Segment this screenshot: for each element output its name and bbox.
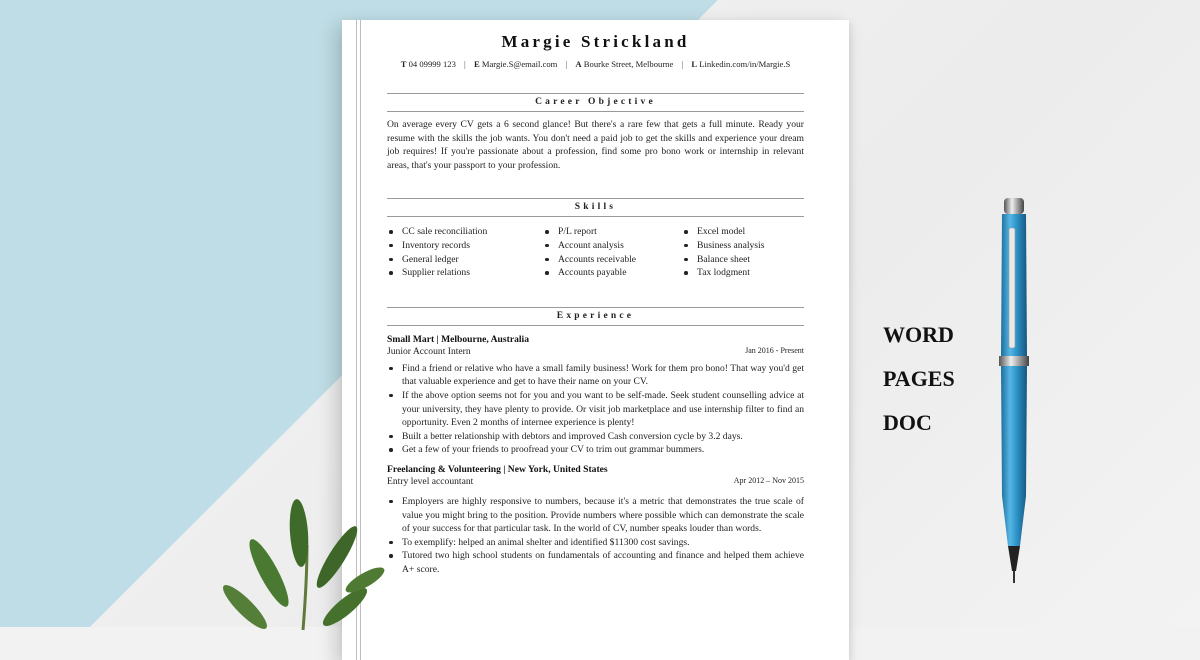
contact-email: Margie.S@email.com [481, 59, 558, 69]
section-title-objective: Career Objective [387, 93, 804, 112]
contact-line [387, 59, 804, 69]
skills-grid [387, 225, 787, 279]
contact-separator: | [681, 59, 684, 69]
skill-item: Business analysis [682, 239, 787, 253]
job-dates: Apr 2012 – Nov 2015 [733, 475, 804, 485]
job-subline [387, 346, 804, 357]
job-bullets [387, 362, 804, 457]
resume-name: Margie Strickland [501, 32, 690, 51]
section-title-experience: Experience [387, 307, 804, 326]
skill-item: Account analysis [543, 239, 676, 253]
skill-item: Accounts payable [543, 266, 676, 280]
contact-key-phone: T [400, 59, 407, 69]
job-dates: Jan 2016 - Present [745, 345, 804, 355]
skill-item: General ledger [387, 253, 537, 267]
job-bullet: Employers are highly responsive to numbers, because it's a metric that demonstrates the true scale of value you might bring to the position. Provide numbers where possible which can demonstrate the scale of your success for that particular task. In the world of CV, number speaks louder than words. [387, 495, 804, 536]
skill-item: Inventory records [387, 239, 537, 253]
contact-phone: 04 09999 123 [408, 59, 456, 69]
job-role: Entry level accountant [387, 475, 474, 487]
contact-linkedin: Linkedin.com/in/Margie.S [699, 59, 791, 69]
skill-item: Balance sheet [682, 253, 787, 267]
contact-address: Bourke Street, Melbourne [583, 59, 674, 69]
job-entry [387, 464, 804, 577]
skill-item: Tax lodgment [682, 266, 787, 280]
skill-item: Excel model [682, 225, 787, 239]
plant-leaves-image [215, 495, 395, 630]
job-bullet: Get a few of your friends to proofread your CV to trim out grammar bummers. [387, 443, 804, 457]
section-title-skills: Skills [387, 198, 804, 217]
contact-separator: | [464, 59, 466, 69]
job-heading: Freelancing & Volunteering | New York, United States [387, 463, 608, 475]
resume-paper [342, 20, 849, 660]
file-formats-list [883, 322, 955, 454]
job-bullet: Tutored two high school students on fundamentals of accounting and finance and helped them achieve A+ score. [387, 549, 804, 576]
resume-content [387, 20, 804, 576]
contact-key-linkedin: L [691, 59, 698, 69]
skills-column [543, 225, 676, 279]
skills-column [682, 225, 787, 279]
job-subline [387, 476, 804, 487]
job-role: Junior Account Intern [387, 345, 471, 357]
contact-separator: | [565, 59, 568, 69]
format-doc-label: DOC [883, 410, 932, 435]
job-bullet: If the above option seems not for you and you want to be self-made. Seek student counselling advice at your university, they have plenty to provide. Or visit job marketplace and use internship filter to find an opportunity. Even 2 months of internee experience is plenty! [387, 389, 804, 430]
skill-item: Accounts receivable [543, 253, 676, 267]
skill-item: CC sale reconciliation [387, 225, 537, 239]
job-entry [387, 334, 804, 457]
objective-text: On average every CV gets a 6 second glance! But there's a rare few that gets a full minute. Ready your resume with the skills the job wants. You don't need a paid job to get the skills and experience your dream job requires! If you're passionate about a profession, find some pro bono work or internship in relevant areas, that's your passport to your profession. [387, 119, 804, 171]
contact-key-address: A [575, 59, 582, 69]
ballpoint-pen-image [990, 196, 1040, 606]
contact-key-email: E [473, 59, 480, 69]
job-bullets [387, 495, 804, 577]
skills-column [387, 225, 537, 279]
job-bullet: Find a friend or relative who have a small family business! Work for them pro bono! That way you'd get that valuable experience and get to have their name on your CV. [387, 362, 804, 389]
job-bullet: To exemplify: helped an animal shelter and identified $11300 cost savings. [387, 536, 804, 550]
format-word-label: WORD [883, 322, 954, 347]
skill-item: Supplier relations [387, 266, 537, 280]
job-heading: Small Mart | Melbourne, Australia [387, 333, 530, 345]
skill-item: P/L report [543, 225, 676, 239]
job-bullet: Built a better relationship with debtors and improved Cash conversion cycle by 3.2 days. [387, 430, 804, 444]
format-pages-label: PAGES [883, 366, 955, 391]
